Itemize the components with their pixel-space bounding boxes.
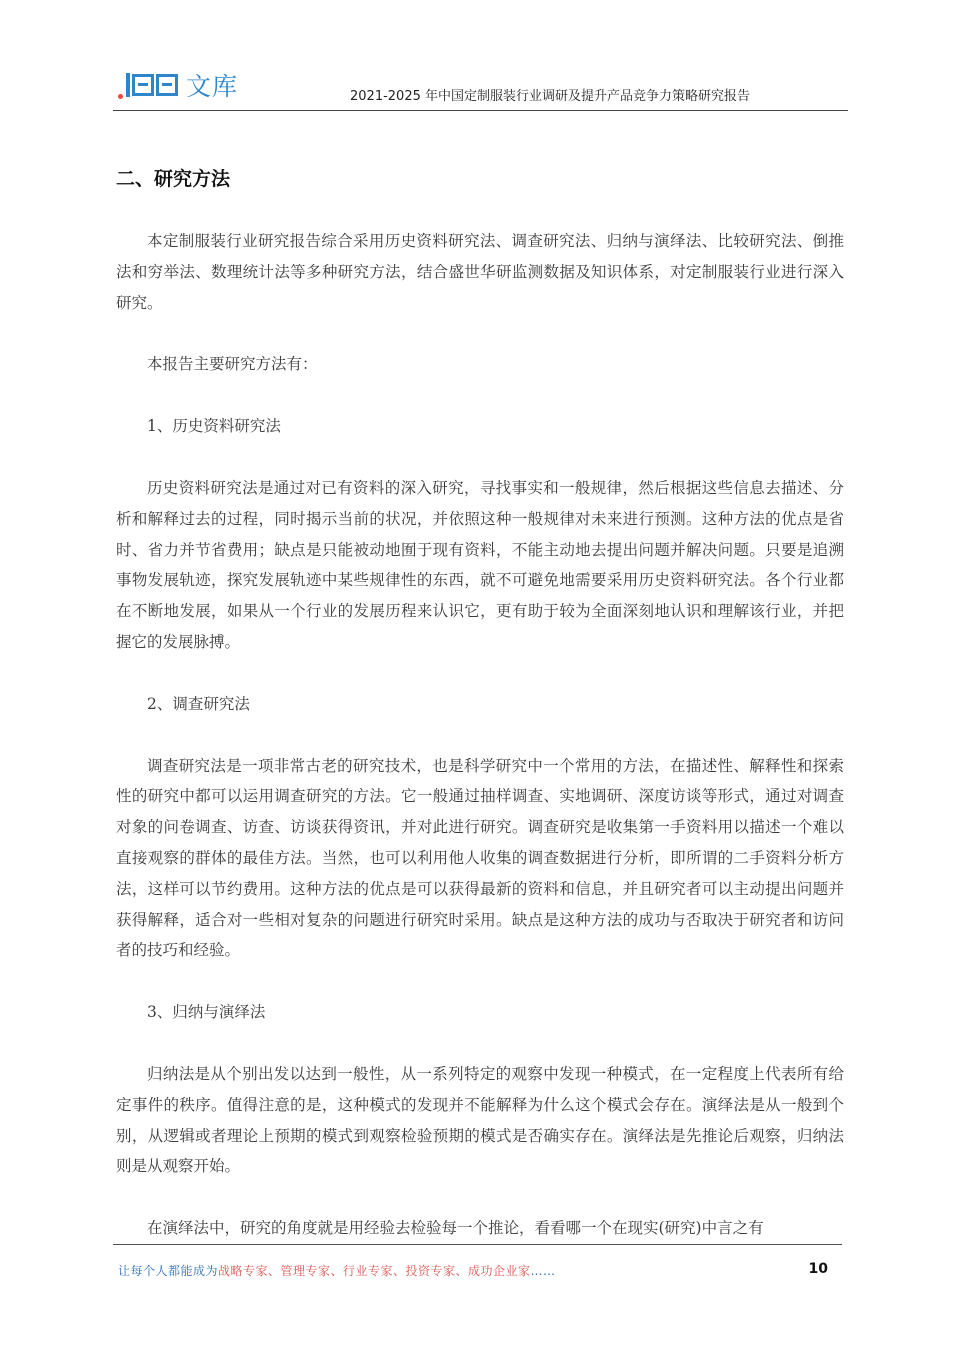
section-title: 二、研究方法 [116, 168, 231, 190]
intro-paragraph: 本定制服装行业研究报告综合采用历史资料研究法、调查研究法、归纳与演绎法、比较研究法、倒推法和穷举法、数理统计法等多种研究方法，结合盛世华研监测数据及知识体系，对定制服装行业进行深入研究。 [116, 232, 844, 312]
page-number: 10 [808, 1261, 828, 1277]
slogan-prefix: 让每个人都能成为 [118, 1264, 219, 1278]
method-2-title: 2、调查研究法 [147, 694, 250, 713]
logo-mark-icon [126, 73, 178, 97]
report-title: 2021-2025 年中国定制服装行业调研及提升产品竞争力策略研究报告 [350, 89, 750, 104]
footer-slogan [118, 1262, 556, 1279]
page-header [113, 60, 848, 111]
method-1-title: 1、历史资料研究法 [147, 417, 281, 436]
logo [118, 68, 238, 102]
logo-dot-icon [118, 94, 123, 99]
method-3-body-continued: 在演绎法中，研究的角度就是用经验去检验每一个推论，看看哪一个在现实(研究)中言之有 [147, 1219, 764, 1238]
method-2-body: 调查研究法是一项非常古老的研究技术，也是科学研究中一个常用的方法，在描述性、解释性和探索性的研究中都可以运用调查研究的方法。它一般通过抽样调查、实地调研、深度访谈等形式，通过对调查对象的问卷调查、访查、访谈获得资讯，并对此进行研究。调查研究是收集第一手资料用以描述一个难以直接观察的群体的最佳方法。当然，也可以利用他人收集的调查数据进行分析，即所谓的二手资料分析方法，这样可以节约费用。这种方法的优点是可以获得最新的资料和信息，并且研究者可以主动提出问题并获得解释，适合对一些相对复杂的问题进行研究时采用。缺点是这种方法的成功与否取决于研究者和访问者的技巧和经验。 [116, 756, 844, 960]
slogan-roles: 战略专家、管理专家、行业专家、投资专家、成功企业家 [218, 1264, 531, 1278]
method-3-title: 3、归纳与演绎法 [147, 1003, 266, 1022]
methods-lead: 本报告主要研究方法有： [147, 355, 318, 374]
page-footer [113, 1244, 842, 1285]
method-1-body: 历史资料研究法是通过对已有资料的深入研究，寻找事实和一般规律，然后根据这些信息去描述、分析和解释过去的过程，同时揭示当前的状况，并依照这种一般规律对未来进行预测。这种方法的优点是省时、省力并节省费用；缺点是只能被动地囿于现有资料，不能主动地去提出问题并解决问题。只要是追溯事物发展轨迹，探究发展轨迹中某些规律性的东西，就不可避免地需要采用历史资料研究法。各个行业都在不断地发展，如果从一个行业的发展历程来认识它，更有助于较为全面深刻地认识和理解该行业，并把握它的发展脉搏。 [116, 478, 844, 651]
slogan-suffix: …… [530, 1264, 556, 1278]
method-3-body: 归纳法是从个别出发以达到一般性，从一系列特定的观察中发现一种模式，在一定程度上代表所有给定事件的秩序。值得注意的是，这种模式的发现并不能解释为什么这个模式会存在。演绎法是从一般到个别，从逻辑或者理论上预期的模式到观察检验预期的模式是否确实存在。演绎法是先推论后观察，归纳法则是从观察开始。 [116, 1064, 844, 1176]
body-content [116, 226, 844, 1244]
logo-text: 文库 [186, 72, 239, 101]
